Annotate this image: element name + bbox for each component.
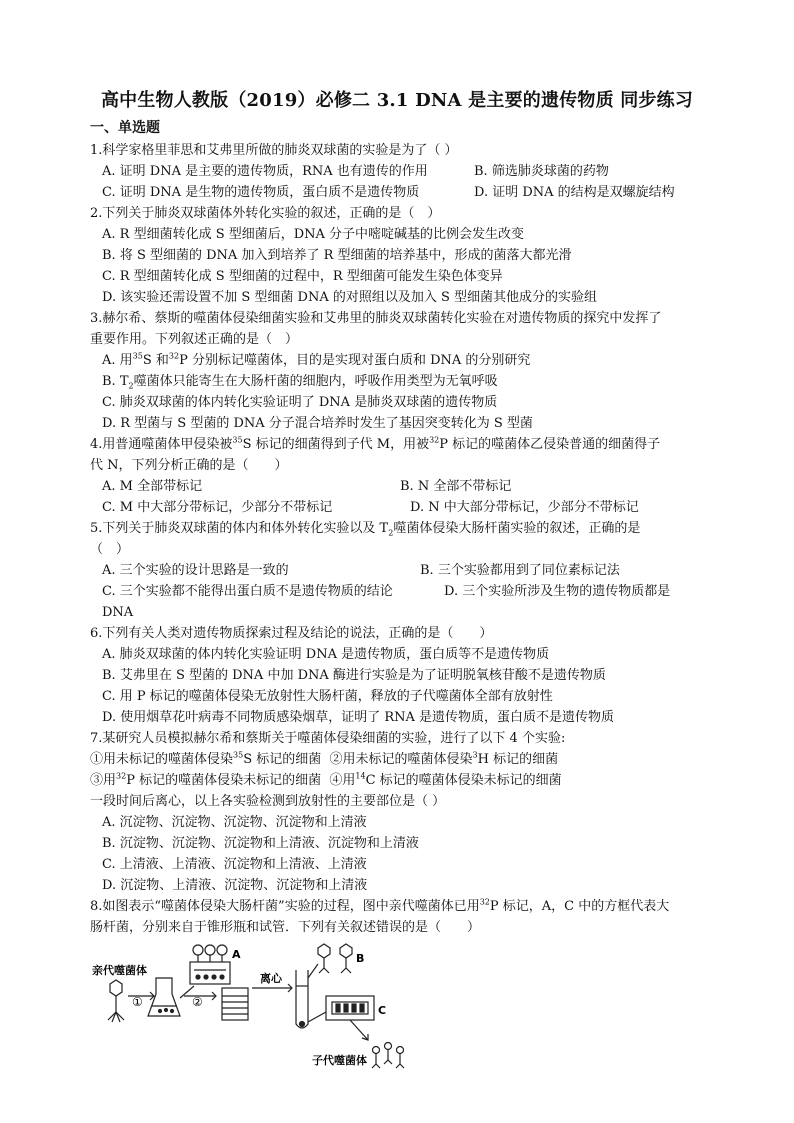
label-c: C <box>378 1004 387 1017</box>
document-content <box>90 118 712 938</box>
test-tube-icon <box>296 970 308 1028</box>
question-5 <box>90 518 712 623</box>
option-c[interactable]: C. R 型细菌转化成 S 型细菌的过程中，R 型细菌可能发生染色体变异 <box>102 269 503 284</box>
step-1-label: ① <box>132 995 143 1009</box>
question-3 <box>90 308 712 434</box>
option-b[interactable]: B. $T_2$噬菌体只能寄生在大肠杆菌的细胞内，呼吸作用类型为无氧呼吸 <box>102 374 498 391</box>
option-d[interactable]: D. 使用烟草花叶病毒不同物质感染烟草，证明了 RNA 是遗传物质，蛋白质不是遗传物质 <box>102 710 615 725</box>
centrifuge-label: 离心 <box>260 972 282 985</box>
option-b[interactable]: B. N 全部不带标记 <box>400 479 512 494</box>
bacterium-box-c <box>308 996 374 1040</box>
experiment-list-1: ①用未标记的噬菌体侵染$^{35}$S 标记的细菌 ②用未标记的噬菌体侵染$^3$H 标记的细菌 <box>90 750 559 767</box>
option-c[interactable]: C. 上清液、上清液、沉淀物和上清液、上清液 <box>102 857 367 872</box>
option-d[interactable]: D. R 型菌与 S 型菌的 DNA 分子混合培养时发生了基因突变转化为 S 型菌 <box>102 416 533 431</box>
question-stem: 3.赫尔希、蔡斯的噬菌体侵染细菌实验和艾弗里的肺炎双球菌转化实验在对遗传物质的探究中发挥了 重要作用。下列叙述正确的是（ ） <box>90 311 662 347</box>
question-4 <box>90 434 712 518</box>
experiment-figure <box>92 940 432 1090</box>
option-b[interactable]: B. 三个实验都用到了同位素标记法 <box>420 563 620 578</box>
option-d[interactable]: D. 证明 DNA 的结构是双螺旋结构 <box>474 185 675 200</box>
question-8 <box>90 896 712 938</box>
phage-group-b <box>308 944 352 978</box>
section-heading: 一、单选题 <box>90 120 160 136</box>
option-b[interactable]: B. 筛选肺炎球菌的药物 <box>474 164 609 179</box>
option-d[interactable]: D. 三个实验所涉及生物的遗传物质都是 <box>444 584 671 599</box>
document-title: 高中生物人教版（2019）必修二 3.1 DNA 是主要的遗传物质 同步练习 <box>100 90 694 111</box>
parent-phage-icon <box>108 980 124 1022</box>
option-a[interactable]: A. 证明 DNA 是主要的遗传物质，RNA 也有遗传的作用 <box>102 164 428 179</box>
option-b[interactable]: B. 将 S 型细菌的 DNA 加入到培养了 R 型细菌的培养基中，形成的菌落大都光滑 <box>102 248 572 263</box>
question-stem: 6.下列有关人类对遗传物质探索过程及结论的说法，正确的是（ ） <box>90 626 493 641</box>
option-b[interactable]: B. 沉淀物、沉淀物、沉淀物和上清液、沉淀物和上清液 <box>102 836 419 851</box>
question-7 <box>90 728 712 896</box>
question-stem: 1.科学家格里菲思和艾弗里所做的肺炎双球菌的实验是为了（ ） <box>90 143 458 158</box>
option-d[interactable]: D. 该实验还需设置不加 S 型细菌 DNA 的对照组以及加入 S 型细菌其他成分的实验组 <box>102 290 598 305</box>
question-stem: 4.用普通噬菌体甲侵染被$^{35}$S 标记的细菌得到子代 M，用被$^{32}$P 标记的噬菌体乙侵染普通的细菌得子 代 N，下列分析正确的是（ ） <box>90 435 661 473</box>
experiment-list-2: ③用$^{32}$P 标记的噬菌体侵染未标记的细菌 ④用$^{14}$C 标记的噬菌体侵染未标记的细菌 <box>90 771 562 788</box>
option-c[interactable]: C. 三个实验都不能得出蛋白质不是遗传物质的结论 <box>102 584 393 599</box>
question-2 <box>90 203 712 308</box>
option-a[interactable]: A. M 全部带标记 <box>102 479 203 494</box>
question-stem: 2.下列关于肺炎双球菌体外转化实验的叙述，正确的是（ ） <box>90 206 441 221</box>
question-6 <box>90 623 712 728</box>
option-d[interactable]: D. 沉淀物、上清液、沉淀物、沉淀物和上清液 <box>102 878 368 893</box>
option-d-continued: DNA <box>102 605 134 620</box>
label-b: B <box>356 952 365 965</box>
option-a[interactable]: A. 三个实验的设计思路是一致的 <box>102 563 289 578</box>
option-a[interactable]: A. 用$^{35}$S 和$^{32}$P 分别标记噬菌体，目的是实现对蛋白质和 DNA 的分别研究 <box>102 351 531 368</box>
parent-phage-label: 亲代噬菌体 <box>92 964 147 977</box>
beaker-icon <box>222 988 248 1020</box>
question-stem: 5.下列关于肺炎双球菌的体内和体外转化实验以及 $T_2$噬菌体侵染大肠杆菌实验的叙述，正确的是 （ ） <box>90 521 641 557</box>
option-a[interactable]: A. R 型细菌转化成 S 型细菌后，DNA 分子中嘧啶碱基的比例会发生改变 <box>102 227 525 242</box>
question-stem: 8.如图表示“噬菌体侵染大肠杆菌”实验的过程，图中亲代噬菌体已用$^{32}$P 标记，A，C 中的方框代表大 肠杆菌，分别来自于锥形瓶和试管．下列有关叙述错误的是（ ） <box>90 897 670 935</box>
option-c[interactable]: C. 证明 DNA 是生物的遗传物质，蛋白质不是遗传物质 <box>102 185 420 200</box>
step-2-label: ② <box>192 995 203 1009</box>
offspring-phage-label: 子代噬菌体 <box>312 1054 367 1067</box>
option-a[interactable]: A. 沉淀物、沉淀物、沉淀物、沉淀物和上清液 <box>102 815 367 830</box>
option-a[interactable]: A. 肺炎双球菌的体内转化实验证明 DNA 是遗传物质，蛋白质等不是遗传物质 <box>102 647 550 662</box>
offspring-phages-icon <box>372 1043 404 1069</box>
question-stem-2: 一段时间后离心，以上各实验检测到放射性的主要部位是（ ） <box>90 794 446 809</box>
option-c[interactable]: C. M 中大部分带标记，少部分不带标记 <box>102 500 333 515</box>
option-c[interactable]: C. 肺炎双球菌的体内转化实验证明了 DNA 是肺炎双球菌的遗传物质 <box>102 395 498 410</box>
question-1 <box>90 140 712 203</box>
label-a: A <box>232 948 241 961</box>
question-stem: 7.某研究人员模拟赫尔希和蔡斯关于噬菌体侵染细菌的实验，进行了以下 4 个实验: <box>90 731 566 746</box>
option-d[interactable]: D. N 中大部分带标记，少部分不带标记 <box>410 500 639 515</box>
option-c[interactable]: C. 用 P 标记的噬菌体侵染无放射性大肠杆菌，释放的子代噬菌体全部有放射性 <box>102 689 553 704</box>
option-b[interactable]: B. 艾弗里在 S 型菌的 DNA 中加 DNA 酶进行实验是为了证明脱氧核苷酸不是遗传物质 <box>102 668 606 683</box>
